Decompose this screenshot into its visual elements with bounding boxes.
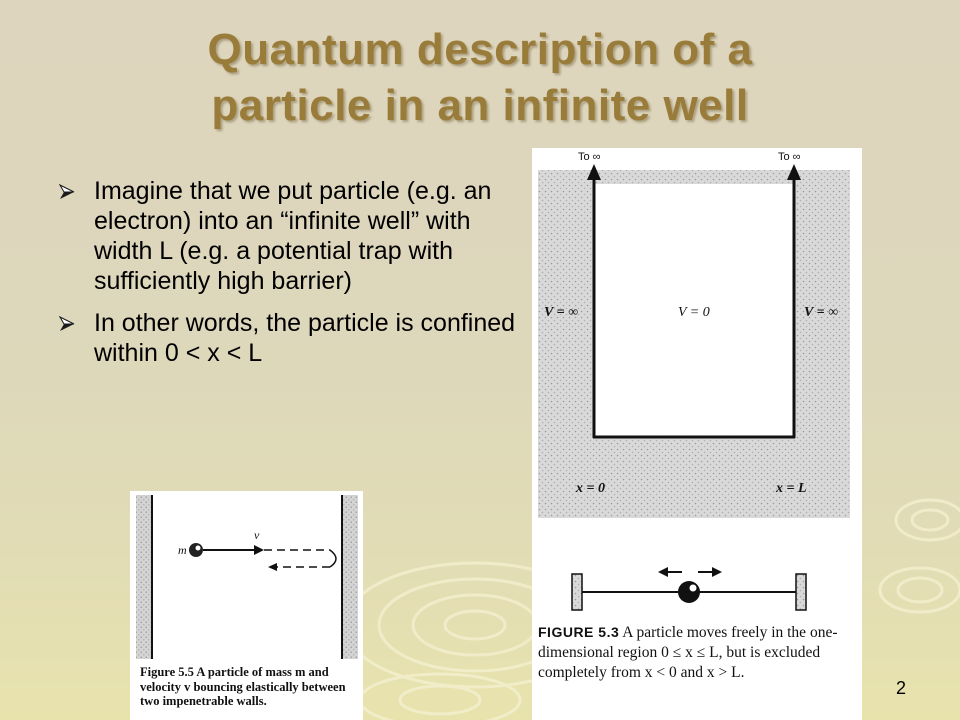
left-potential-label: V = ∞	[544, 305, 579, 320]
arrow-bullet-icon	[58, 315, 76, 333]
velocity-arrow-icon	[254, 545, 264, 555]
particle-icon	[678, 581, 700, 603]
title-line-1: Quantum description of a	[207, 25, 753, 74]
page-number: 2	[895, 678, 906, 698]
left-wall	[136, 495, 152, 659]
ball-icon	[189, 543, 203, 557]
center-potential-label: V = 0	[678, 305, 710, 320]
return-arrow-icon	[268, 563, 277, 571]
bullet-list	[58, 176, 528, 380]
x-L-label: x = L	[776, 481, 807, 496]
bullet-item	[58, 308, 528, 368]
title-line-2: particle in an infinite well	[211, 81, 749, 130]
right-arrow-icon	[712, 567, 722, 577]
to-infinity-right-label: To ∞	[778, 151, 801, 163]
to-infinity-left-label: To ∞	[578, 151, 601, 163]
right-wall	[342, 495, 358, 659]
left-arrow-icon	[658, 567, 668, 577]
infinite-well-diagram	[532, 148, 862, 618]
caption-text: A particle of mass m and velocity v bouncing elastically between two impenetrable walls.	[140, 665, 346, 708]
arrow-bullet-icon	[58, 183, 76, 201]
velocity-label: v	[254, 528, 260, 542]
bouncing-particle-diagram	[130, 491, 363, 661]
figure-caption	[140, 665, 358, 709]
infinite-well-figure	[532, 148, 862, 720]
figure-number: FIGURE 5.3	[538, 624, 620, 640]
slide-title	[60, 22, 900, 134]
bullet-text: In other words, the particle is confined within 0 < x < L	[94, 309, 516, 367]
right-potential-label: V = ∞	[804, 305, 839, 320]
bullet-text: Imagine that we put particle (e.g. an electron) into an “infinite well” with width L (e.g. a potential trap with sufficiently high barrier)	[94, 177, 492, 295]
figure-number: Figure 5.5	[140, 665, 194, 679]
caption-text: A particle moves freely in the one-dimensional region 0 ≤ x ≤ L, but is excluded completely from x < 0 and x > L.	[538, 624, 838, 681]
bouncing-particle-figure	[130, 491, 363, 720]
bullet-item	[58, 176, 528, 296]
mass-label: m	[178, 543, 187, 557]
particle-on-line-diagram	[572, 567, 806, 610]
x-zero-label: x = 0	[576, 481, 605, 496]
figure-caption	[538, 622, 860, 683]
